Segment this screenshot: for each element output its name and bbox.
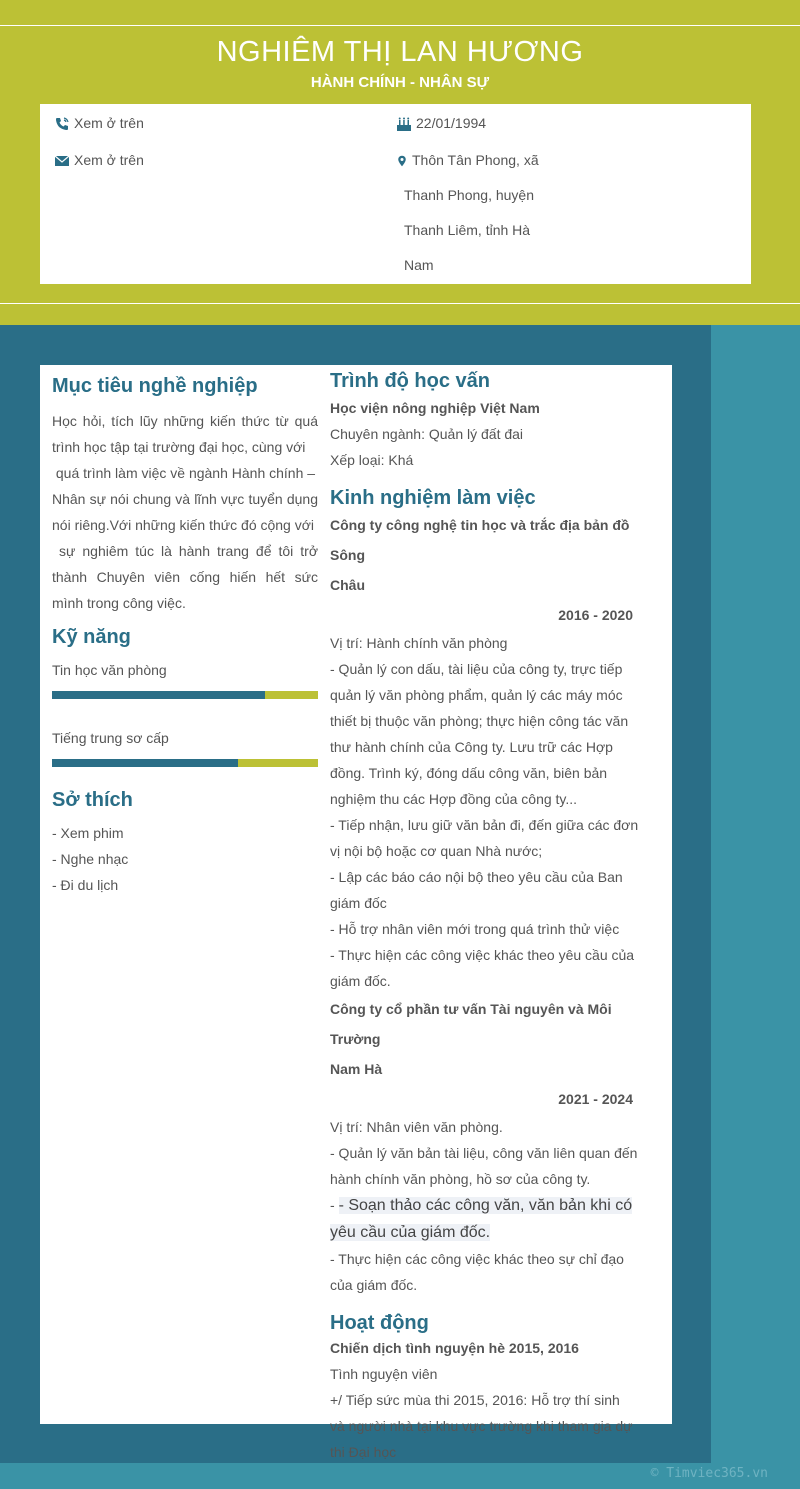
contact-address-line-4: Nam — [404, 257, 434, 273]
job-line: - Lập các báo cáo nội bộ theo yêu cầu của Ban — [330, 869, 623, 885]
objective-line: mình trong công việc. — [52, 595, 186, 611]
objective-line: Học hỏi, tích lũy những kiến thức từ quá — [52, 413, 318, 429]
job-line: giám đốc — [330, 895, 387, 911]
job-highlight-prefix: - — [330, 1197, 339, 1213]
objective-line: thành Chuyên viên cống hiến hết sức — [52, 569, 318, 585]
candidate-name: NGHIÊM THỊ LAN HƯƠNG — [216, 36, 584, 68]
copyright-text: © Timviec365.vn — [650, 1466, 768, 1481]
skill-bar — [52, 691, 318, 699]
job-company: Châu — [330, 577, 365, 593]
hobbies-list — [52, 820, 318, 898]
objective-line: Nhân sự nói chung và lĩnh vực tuyển dụng — [52, 491, 318, 507]
job-line: - Thực hiện các công việc khác theo sự chỉ đạo — [330, 1251, 624, 1267]
job-line: thiết bị thuộc văn phòng; thực hiện công tác văn — [330, 713, 629, 729]
skill-bar — [52, 759, 318, 767]
activities-block — [330, 1335, 642, 1465]
education-grade: Xếp loại: Khá — [330, 452, 414, 468]
phone-icon — [54, 116, 70, 132]
contact-birthday-text: 22/01/1994 — [416, 115, 487, 131]
job-line: vị nội bộ hoặc cơ quan Nhà nước; — [330, 843, 543, 859]
cake-icon — [396, 116, 412, 132]
job-2 — [330, 994, 642, 1298]
header-top-rule — [0, 25, 800, 26]
header-bottom-rule — [0, 303, 800, 304]
education-title: Trình độ học vấn — [330, 370, 491, 392]
contact-address-line-1: Thôn Tân Phong, xã — [412, 152, 539, 168]
right-column — [330, 365, 642, 1465]
activity-line: +/ Tiếp sức mùa thi 2015, 2016: Hỗ trợ thí sinh — [330, 1392, 620, 1408]
job-line: của giám đốc. — [330, 1277, 418, 1293]
job-line: Vị trí: Nhân viên văn phòng. — [330, 1119, 503, 1135]
contact-email-text: Xem ở trên — [74, 152, 144, 168]
hobbies-title: Sở thích — [52, 789, 133, 811]
contact-address-line-3: Thanh Liêm, tỉnh Hà — [404, 222, 531, 238]
skills-title: Kỹ năng — [52, 626, 131, 648]
hobby-item: - Đi du lịch — [52, 877, 119, 893]
objective-line: nói riêng.Với những kiến thức đó cộng với — [52, 517, 315, 533]
objective-text — [52, 408, 318, 616]
contact-address-line-2: Thanh Phong, huyện — [404, 187, 534, 203]
job-line: Vị trí: Hành chính văn phòng — [330, 635, 508, 651]
job-line: - Tiếp nhận, lưu giữ văn bản đi, đến giữa các đơn — [330, 817, 639, 833]
job-line: nghiệm thu các Hợp đồng của công ty... — [330, 791, 578, 807]
job-line: - Quản lý con dấu, tài liệu của công ty, trực tiếp — [330, 661, 623, 677]
contact-box — [40, 104, 751, 284]
contact-phone-text: Xem ở trên — [74, 115, 144, 131]
activities-title: Hoạt động — [330, 1312, 429, 1334]
activity-event: Chiến dịch tình nguyện hè 2015, 2016 — [330, 1340, 579, 1356]
job-highlight-line — [330, 1219, 642, 1246]
objective-line: quá trình làm việc về ngành Hành chính – — [52, 465, 316, 481]
job-company: Công ty công nghệ tin học và trắc địa bản đồ Sông — [330, 517, 630, 563]
hobby-item: - Nghe nhạc — [52, 851, 129, 867]
education-school: Học viện nông nghiệp Việt Nam — [330, 400, 540, 416]
job-company: Nam Hà — [330, 1061, 383, 1077]
activity-line: Tình nguyện viên — [330, 1366, 438, 1382]
candidate-role: HÀNH CHÍNH - NHÂN SỰ — [310, 74, 490, 91]
education-major: Chuyên ngành: Quản lý đất đai — [330, 426, 524, 442]
education-block — [330, 395, 642, 473]
objective-title: Mục tiêu nghề nghiệp — [52, 375, 258, 397]
job-line: hành chính văn phòng, hồ sơ của công ty. — [330, 1171, 591, 1187]
skill-bar-fill — [52, 759, 238, 767]
job-line: - Quản lý văn bản tài liệu, công văn liên quan đến — [330, 1145, 638, 1161]
skill-bar-fill — [52, 691, 265, 699]
job-line: giám đốc. — [330, 973, 391, 989]
job-highlight-text: yêu cầu của giám đốc. — [330, 1224, 491, 1241]
map-marker-icon — [396, 153, 408, 169]
skill-name: Tin học văn phòng — [52, 662, 167, 678]
envelope-icon — [54, 153, 70, 169]
activity-line: và người nhà tại khu vực trường khi tham gia dự — [330, 1418, 633, 1434]
experience-title: Kinh nghiệm làm việc — [330, 487, 536, 509]
job-line: - Thực hiện các công việc khác theo yêu cầu của — [330, 947, 635, 963]
job-line: đồng. Trình ký, đóng dấu công văn, biên bản — [330, 765, 608, 781]
contact-phone — [54, 115, 144, 132]
activity-line: thi Đại học — [330, 1444, 397, 1460]
contact-address — [396, 152, 539, 169]
job-line: quản lý văn phòng phẩm, quản lý các máy móc — [330, 687, 623, 703]
job-highlight-line — [330, 1192, 642, 1219]
job-line: - Hỗ trợ nhân viên mới trong quá trình thử việc — [330, 921, 620, 937]
left-column — [52, 365, 318, 898]
job-company: Công ty cổ phần tư vấn Tài nguyên và Môi Trường — [330, 1001, 612, 1047]
job-highlight-text: - Soạn thảo các công văn, văn bản khi có — [338, 1197, 633, 1214]
job-period: 2016 - 2020 — [558, 607, 633, 623]
objective-line: trình học tập tại trường đại học, cùng với — [52, 439, 306, 455]
objective-line: sự nghiêm túc là hành trang để tôi trở — [52, 543, 318, 559]
contact-email — [54, 152, 144, 169]
job-period: 2021 - 2024 — [558, 1091, 633, 1107]
skill-name: Tiếng trung sơ cấp — [52, 730, 169, 746]
contact-birthday — [396, 115, 486, 132]
job-1 — [330, 510, 642, 994]
hobby-item: - Xem phim — [52, 825, 124, 841]
job-line: thư hành chính của Công ty. Lưu trữ các Hợp — [330, 739, 613, 755]
